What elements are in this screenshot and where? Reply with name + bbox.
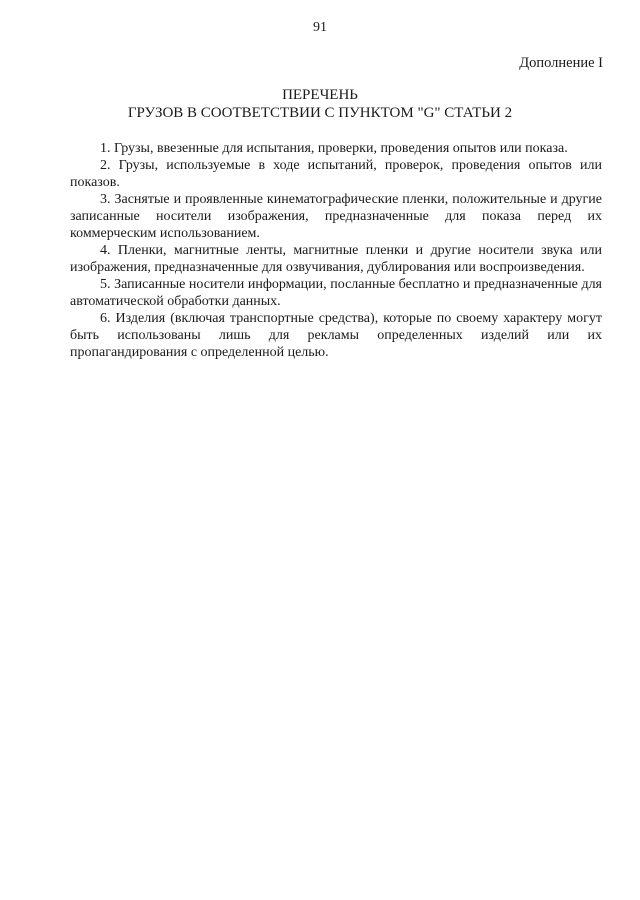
items-list [70,140,602,361]
title-line-2: ГРУЗОВ В СООТВЕТСТВИИ С ПУНКТОМ "G" СТАТЬИ 2 [127,105,513,121]
list-item-2: 2. Грузы, используемые в ходе испытаний, проверок, проведения опытов или показов. [70,158,602,190]
document-title [0,86,640,122]
list-item-5: 5. Записанные носители информации, посланные бесплатно и предназначенные для автоматической обработки данных. [70,277,602,309]
list-item-3: 3. Заснятые и проявленные кинематографические пленки, положительные и другие записанные носители изображения, предназначенные для показа перед их коммерческим использованием. [70,192,602,241]
page-number: 91 [313,20,327,35]
list-item-4: 4. Пленки, магнитные ленты, магнитные пленки и другие носители звука или изображения, предназначенные для озвучивания, дублирования или воспроизведения. [70,243,602,275]
appendix-label: Дополнение I [519,55,603,71]
list-item-6: 6. Изделия (включая транспортные средства), которые по своему характеру могут быть использованы лишь для рекламы определенных изделий или их пропагандирования с определенной целью. [70,311,602,360]
title-line-1: ПЕРЕЧЕНЬ [282,87,358,103]
list-item-1: 1. Грузы, ввезенные для испытания, проверки, проведения опытов или показа. [100,141,568,156]
